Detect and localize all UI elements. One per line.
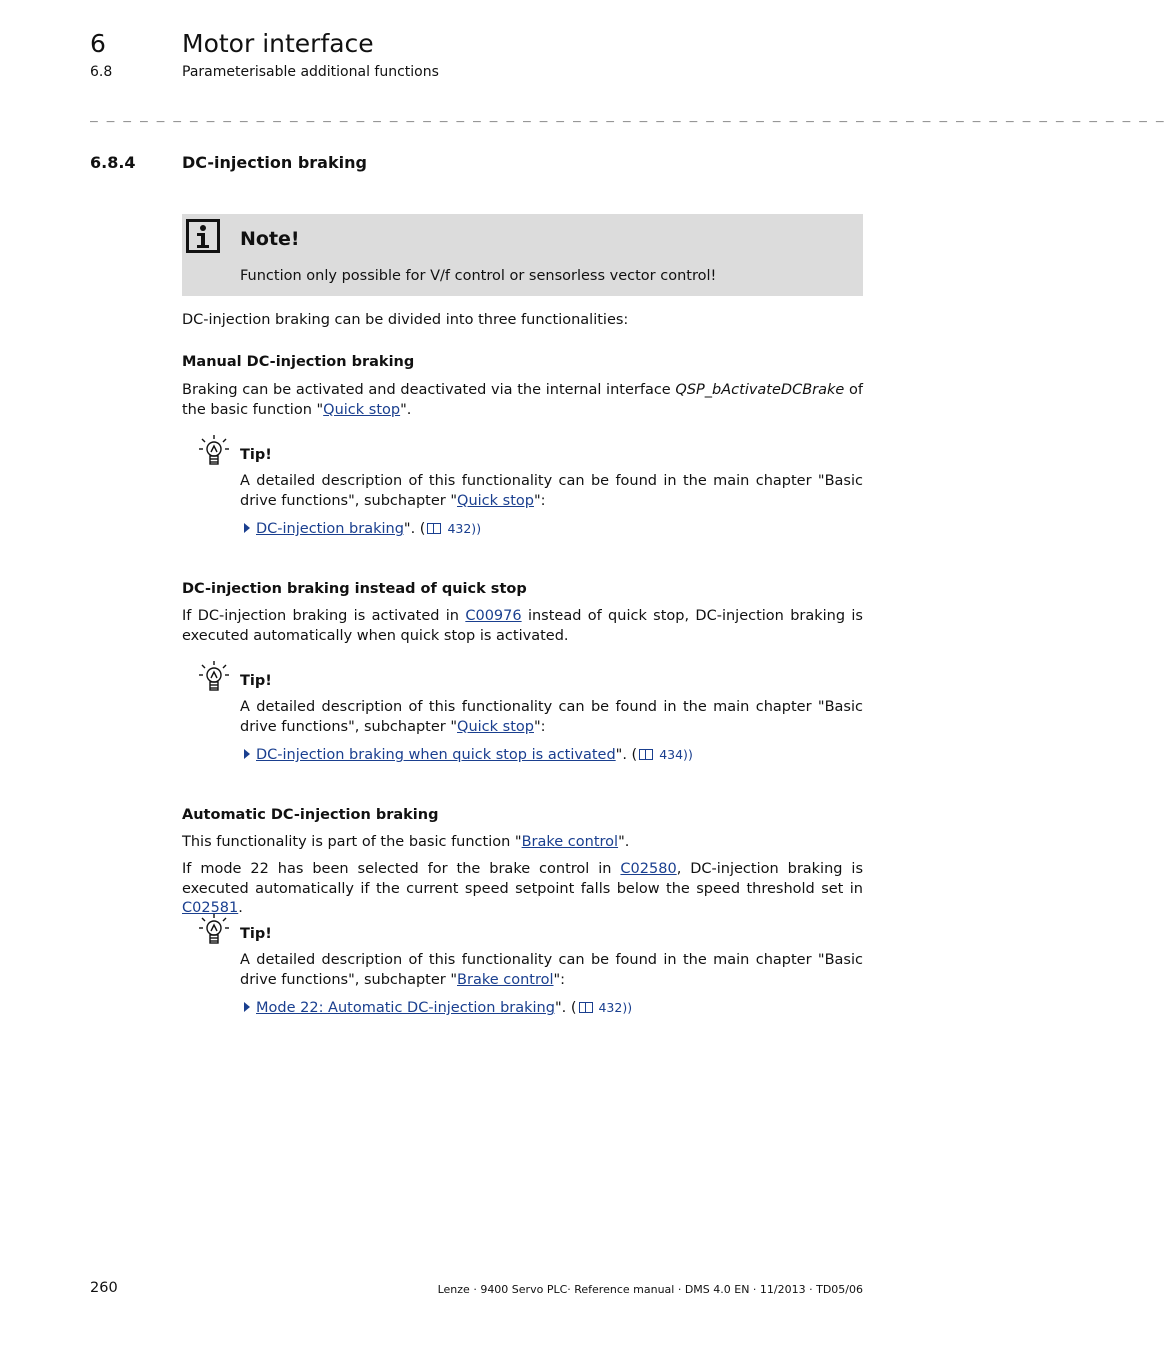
- note-title: Note!: [240, 228, 300, 250]
- c00976-link[interactable]: C00976: [465, 608, 522, 624]
- arrow-right-icon: [244, 1002, 250, 1012]
- page-reference[interactable]: 434)): [637, 747, 693, 762]
- page-reference[interactable]: 432)): [577, 1000, 633, 1015]
- note-text: Function only possible for V/f control or sensorless vector control!: [240, 268, 717, 284]
- tip-title: Tip!: [240, 447, 272, 463]
- chapter-title: Motor interface: [182, 29, 374, 58]
- page-number: 260: [90, 1280, 118, 1296]
- subsection-title: DC-injection braking: [182, 153, 367, 172]
- arrow-right-icon: [244, 523, 250, 533]
- section-title: Parameterisable additional functions: [182, 64, 439, 80]
- intro-text: DC-injection braking can be divided into three functionalities:: [182, 312, 629, 328]
- lightbulb-icon: [196, 660, 232, 696]
- book-icon: [427, 523, 441, 534]
- automatic-heading: Automatic DC-injection braking: [182, 807, 439, 823]
- section-number: 6.8: [90, 64, 113, 80]
- header-separator: _ _ _ _ _ _ _ _ _ _ _ _ _ _ _ _ _ _ _ _ _ _ _ _ _ _ _ _ _ _ _ _ _ _ _ _ _ _ _ _ _ _ _ _ _ _ _ _ _ _ _ _ _ _ _ _ _ _ _ _ _ _ _ _ _: [90, 108, 1164, 123]
- manual-heading: Manual DC-injection braking: [182, 354, 415, 370]
- automatic-paragraph-1: This functionality is part of the basic function "Brake control".: [182, 834, 630, 850]
- instead-paragraph: If DC-injection braking is activated in C00976 instead of quick stop, DC-injection braking is executed automatically when quick stop is activated.: [182, 608, 863, 644]
- tip-title: Tip!: [240, 926, 272, 942]
- brake-control-link[interactable]: Brake control: [521, 834, 619, 850]
- page-reference[interactable]: 432)): [425, 521, 481, 536]
- chapter-number: 6: [90, 29, 106, 58]
- automatic-paragraph-2: If mode 22 has been selected for the brake control in C02580, DC-injection braking is executed automatically if the current speed setpoint falls below the speed threshold set in C02581.: [182, 861, 864, 916]
- reference-link-line: Mode 22: Automatic DC-injection braking". ( 432)): [244, 998, 632, 1018]
- mode-22-link[interactable]: Mode 22: Automatic DC-injection braking: [256, 1000, 555, 1016]
- info-icon: [186, 219, 220, 253]
- book-icon: [579, 1002, 593, 1013]
- quick-stop-link[interactable]: Quick stop: [457, 718, 534, 735]
- reference-link-line: DC-injection braking when quick stop is activated". ( 434)): [244, 745, 693, 765]
- subsection-number: 6.8.4: [90, 153, 136, 172]
- dc-injection-braking-link[interactable]: DC-injection braking: [256, 521, 404, 537]
- reference-link-line: DC-injection braking". ( 432)): [244, 519, 481, 539]
- footer-text: Lenze · 9400 Servo PLC· Reference manual · DMS 4.0 EN · 11/2013 · TD05/06: [437, 1283, 863, 1296]
- quick-stop-link[interactable]: Quick stop: [323, 401, 401, 418]
- tip-text: A detailed description of this functionality can be found in the main chapter "Basic drive functions", subchapter "Quick stop":: [240, 699, 863, 735]
- c02581-link[interactable]: C02581: [182, 900, 239, 916]
- dc-injection-braking-quick-stop-link[interactable]: DC-injection braking when quick stop is activated: [256, 747, 616, 763]
- tip-text: A detailed description of this functionality can be found in the main chapter "Basic drive functions", subchapter "Brake control":: [240, 952, 863, 988]
- instead-heading: DC-injection braking instead of quick stop: [182, 581, 527, 597]
- tip-title: Tip!: [240, 673, 272, 689]
- lightbulb-icon: [196, 913, 232, 949]
- c02580-link[interactable]: C02580: [620, 861, 677, 877]
- arrow-right-icon: [244, 749, 250, 759]
- book-icon: [639, 749, 653, 760]
- brake-control-link[interactable]: Brake control: [457, 971, 554, 988]
- tip-text: A detailed description of this functionality can be found in the main chapter "Basic drive functions", subchapter "Quick stop":: [240, 473, 863, 509]
- quick-stop-link[interactable]: Quick stop: [457, 492, 534, 509]
- manual-paragraph: Braking can be activated and deactivated via the internal interface QSP_bActivateDCBrake of the basic function "Quick stop".: [182, 382, 863, 418]
- lightbulb-icon: [196, 434, 232, 470]
